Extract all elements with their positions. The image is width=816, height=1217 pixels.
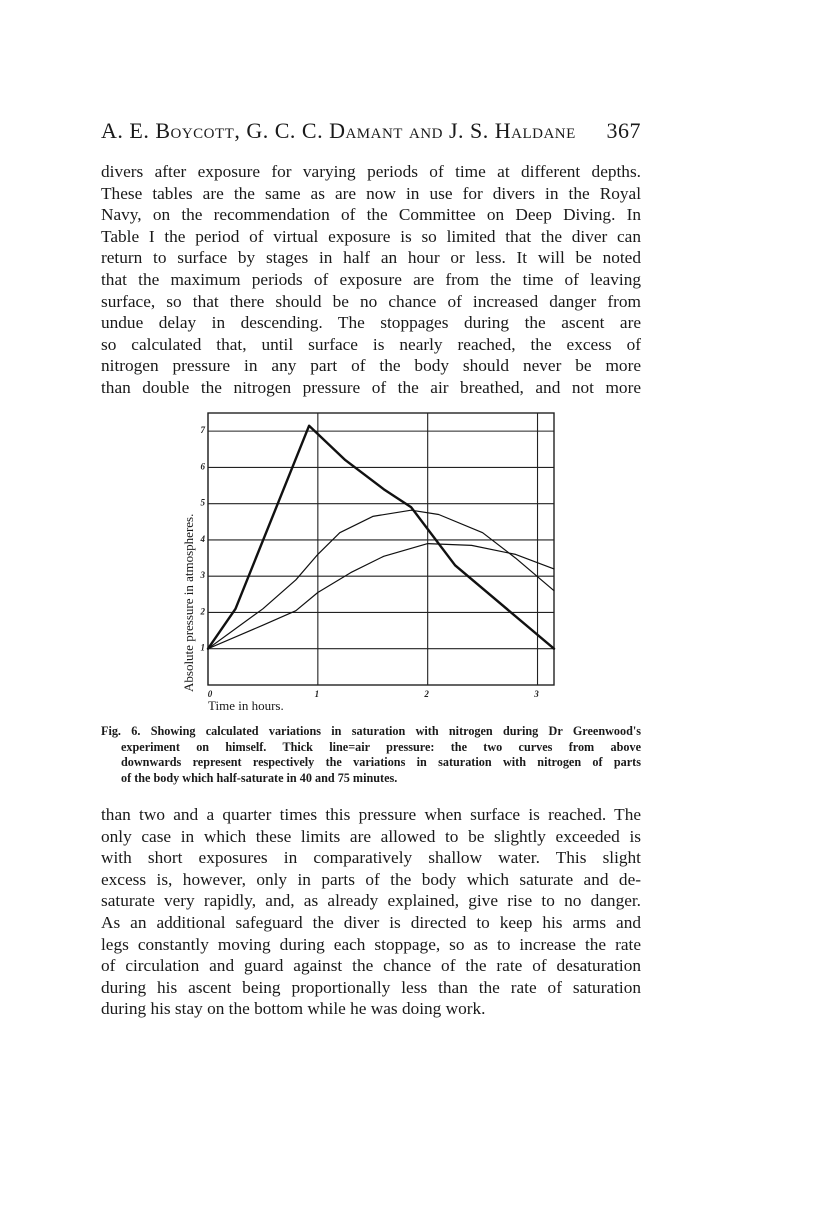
series-air-pressure	[208, 426, 554, 649]
series-saturation-2	[208, 544, 554, 649]
figure-caption	[101, 724, 641, 786]
text-line: saturate very rapidly, and, as already explained, give rise to no danger.	[101, 891, 641, 911]
text-line: divers after exposure for varying periods of time at different depths.	[101, 162, 641, 181]
x-tick-label: 0	[207, 689, 213, 699]
page-number: 367	[606, 118, 641, 143]
caption-line: experiment on himself. Thick line=air pressure: the two curves from above	[121, 739, 641, 754]
text-line: legs constantly moving during each stoppage, so as to increase the rate	[101, 934, 641, 954]
y-tick-label: 6	[200, 461, 205, 472]
text-line: so calculated that, until surface is nearly reached, the excess of	[101, 334, 641, 354]
y-tick-label: 2	[200, 606, 205, 617]
text-line: nitrogen pressure in any part of the body should never be more	[101, 356, 641, 376]
paragraph-2	[101, 804, 641, 1020]
text-line: than double the nitrogen pressure of the air breathed, and not more	[101, 377, 641, 397]
caption-line: of the body which half-saturate in 40 and 75 minutes.	[121, 770, 398, 785]
text-line: undue delay in descending. The stoppages during the ascent are	[101, 313, 641, 333]
series-saturation-1	[208, 510, 554, 649]
text-line: These tables are the same as are now in use for divers in the Royal	[101, 183, 641, 203]
paragraph-1	[101, 161, 641, 399]
text-line: Navy, on the recommendation of the Committee on Deep Diving. In	[101, 205, 641, 225]
header-authors: A. E. Boycott, G. C. C. Damant and J. S. Haldane	[101, 118, 576, 143]
y-tick-label: 3	[200, 570, 205, 581]
text-line: with short exposures in comparatively shallow water. This slight	[101, 848, 641, 868]
text-line: of circulation and guard against the chance of the rate of desaturation	[101, 956, 641, 976]
caption-line: downwards represent respectively the variations in saturation with nitrogen of parts	[121, 755, 641, 770]
text-line: As an additional safeguard the diver is directed to keep his arms and	[101, 912, 641, 932]
text-line: surface, so that there should be no chance of increased danger from	[101, 291, 641, 311]
running-header	[101, 118, 641, 150]
text-line: return to surface by stages in half an hour or less. It will be noted	[101, 248, 641, 268]
y-tick-label: 4	[200, 533, 205, 544]
text-line: during his ascent being proportionally less than the rate of saturation	[101, 977, 641, 997]
text-line: than two and a quarter times this pressure when surface is reached. The	[101, 805, 641, 824]
text-line: that the maximum periods of exposure are from the time of leaving	[101, 269, 641, 289]
y-axis-label: Absolute pressure in atmospheres.	[181, 513, 196, 692]
x-tick-label: 2	[424, 689, 429, 699]
text-line: Table I the period of virtual exposure is so limited that the diver can	[101, 226, 641, 246]
text-line: excess is, however, only in parts of the body which saturate and de-	[101, 869, 641, 889]
text-line: during his stay on the bottom while he was doing work.	[101, 999, 486, 1019]
caption-line: Fig. 6. Showing calculated variations in saturation with nitrogen during Dr Greenwood's	[101, 724, 641, 738]
y-tick-label: 1	[200, 642, 205, 653]
y-tick-label: 5	[200, 497, 205, 508]
y-tick-label: 7	[200, 425, 205, 436]
text-line: only case in which these limits are allowed to be slightly exceeded is	[101, 826, 641, 846]
figure-6-chart	[180, 405, 580, 715]
x-tick-label: 1	[314, 689, 320, 699]
x-tick-label: 3	[534, 689, 539, 699]
x-axis-label: Time in hours.	[208, 698, 284, 713]
